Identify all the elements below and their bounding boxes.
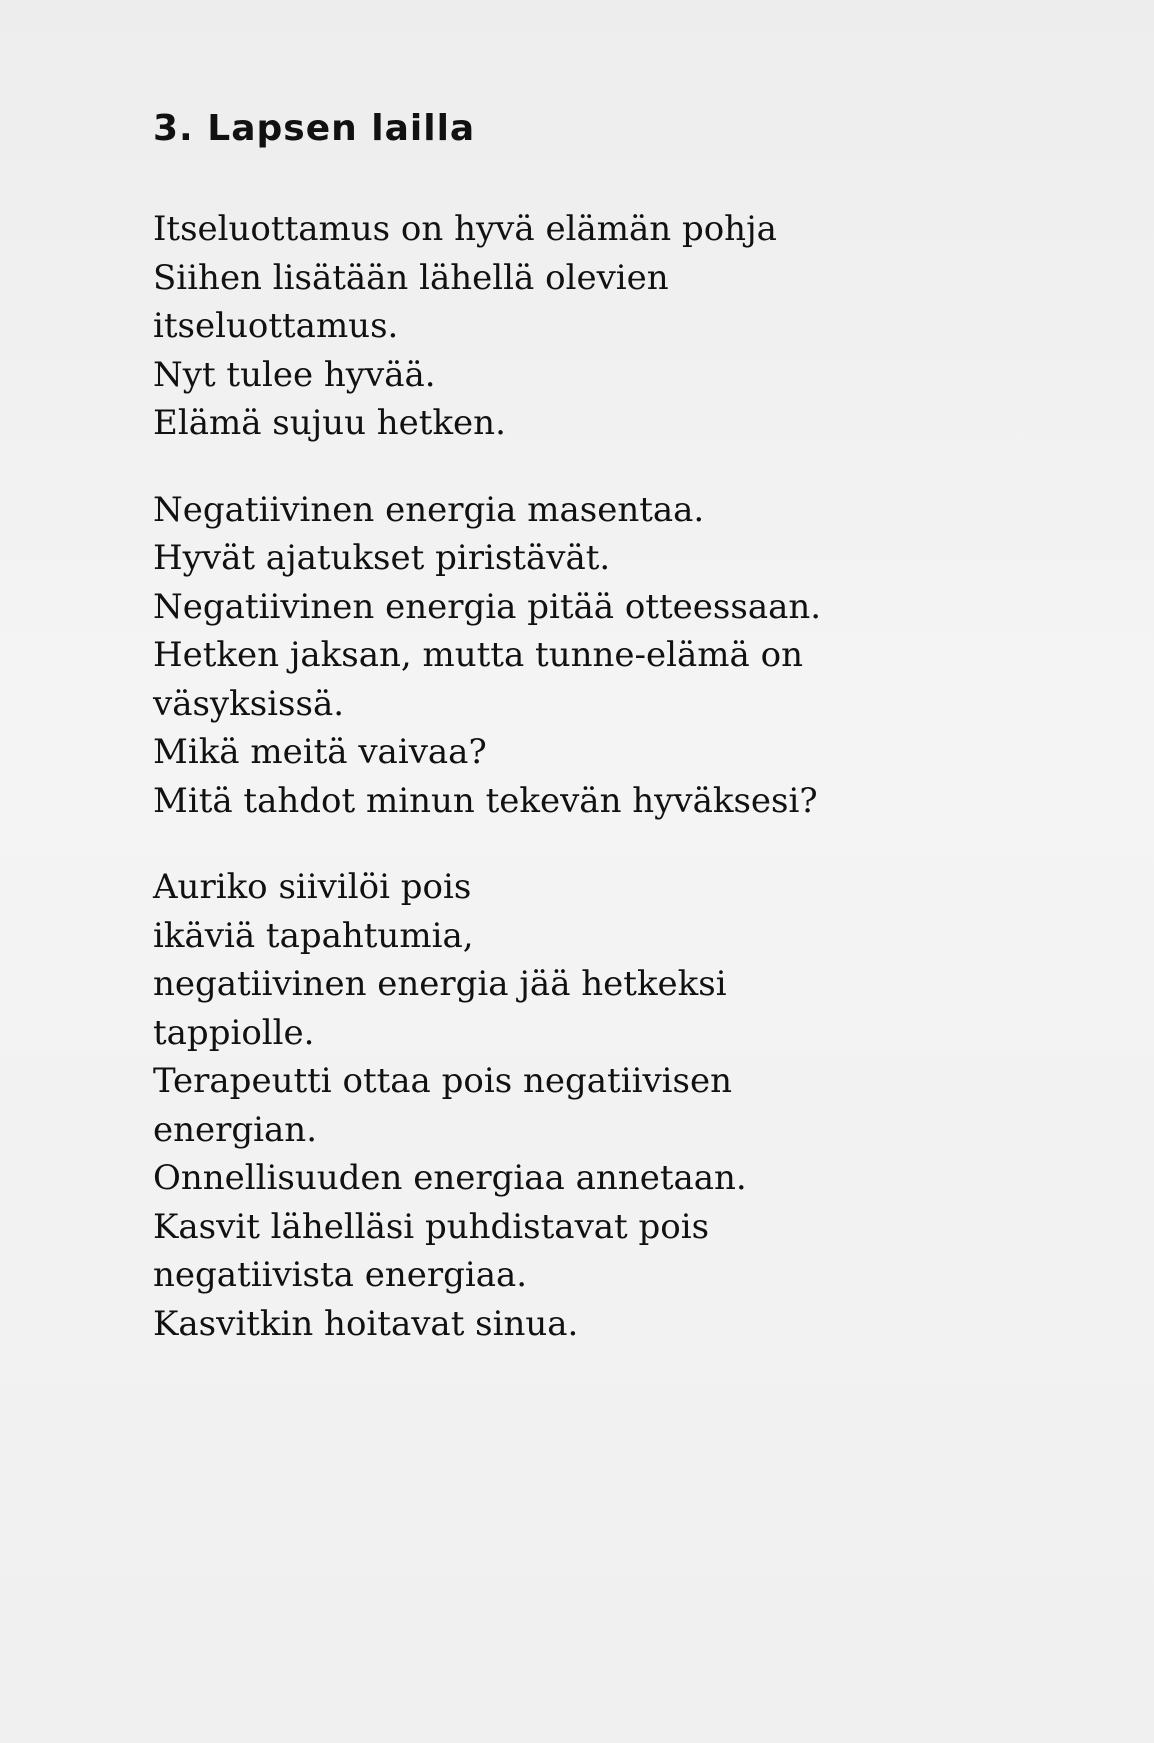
poem-line: Auriko siivilöi pois bbox=[153, 867, 472, 907]
poem-line: Kasvitkin hoitavat sinua. bbox=[153, 1303, 579, 1344]
poem-line: Nyt tulee hyvää. bbox=[153, 354, 436, 395]
poem-line: Siihen lisätään lähellä olevien bbox=[153, 257, 669, 298]
stanza-1 bbox=[153, 205, 1033, 448]
poem-line: Onnellisuuden energiaa annetaan. bbox=[153, 1158, 747, 1198]
poem-line: negatiivinen energia jää hetkeksi bbox=[153, 964, 727, 1004]
stanza-3 bbox=[153, 863, 1033, 1348]
poem-line: Mikä meitä vaivaa? bbox=[153, 732, 487, 772]
poem-line: Hetken jaksan, mutta tunne-elämä on bbox=[153, 635, 803, 675]
poem-line: Negatiivinen energia pitää otteessaan. bbox=[153, 586, 822, 627]
poem-line: tappiolle. bbox=[153, 1012, 315, 1053]
poem-line: itseluottamus. bbox=[153, 306, 399, 346]
poem-line: energian. bbox=[153, 1109, 318, 1150]
poem-line: Itseluottamus on hyvä elämän pohja bbox=[153, 209, 777, 249]
poem-line: Elämä sujuu hetken. bbox=[153, 403, 506, 443]
poem-body bbox=[153, 205, 1033, 1386]
poem-line: ikäviä tapahtumia, bbox=[153, 915, 474, 956]
poem-line: Terapeutti ottaa pois negatiivisen bbox=[153, 1061, 732, 1101]
poem-line: Mitä tahdot minun tekevän hyväksesi? bbox=[153, 780, 818, 821]
stanza-2 bbox=[153, 486, 1033, 826]
poem-title: 3. Lapsen lailla bbox=[153, 108, 476, 149]
poem-line: väsyksissä. bbox=[153, 683, 345, 724]
poem-line: Negatiivinen energia masentaa. bbox=[153, 489, 705, 530]
poem-line: Kasvit lähelläsi puhdistavat pois bbox=[153, 1206, 710, 1247]
poem-line: negatiivista energiaa. bbox=[153, 1255, 528, 1295]
poem-line: Hyvät ajatukset piristävät. bbox=[153, 538, 611, 578]
